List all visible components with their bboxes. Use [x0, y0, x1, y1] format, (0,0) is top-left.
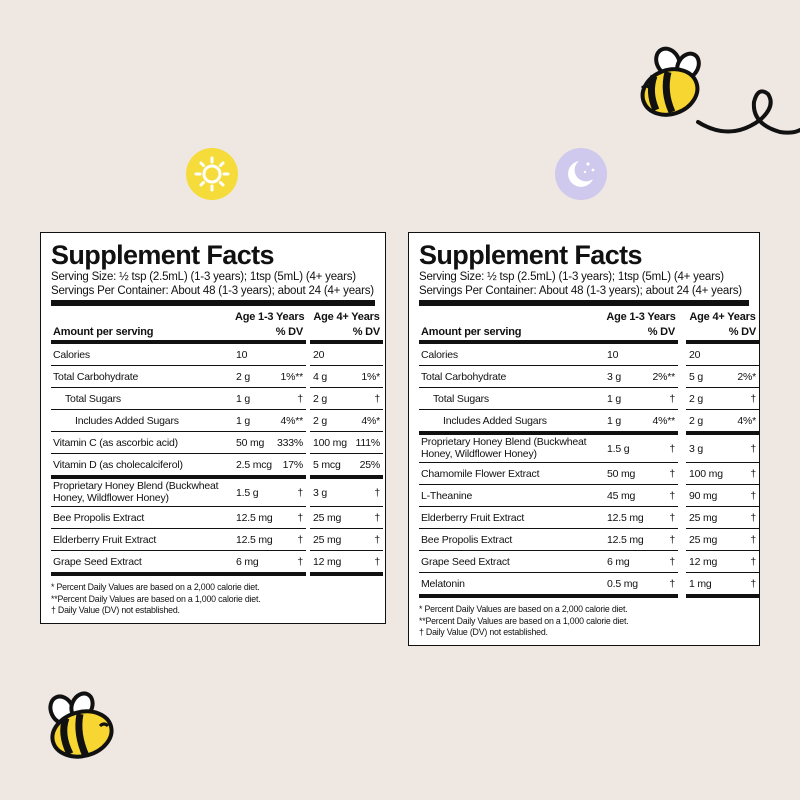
dv-4-plus: † — [350, 477, 383, 507]
value-4-plus: 12 mg — [686, 551, 728, 573]
sun-badge — [186, 148, 238, 200]
value-4-plus: 2 g — [310, 388, 350, 410]
value-4-plus: 3 g — [686, 433, 728, 463]
value-4-plus: 90 mg — [686, 485, 728, 507]
row-label: Elderberry Fruit Extract — [419, 507, 604, 529]
row-label: Chamomile Flower Extract — [419, 463, 604, 485]
dv-4-plus: † — [350, 388, 383, 410]
value-4-plus: 3 g — [310, 477, 350, 507]
value-1-3: 1 g — [233, 388, 273, 410]
dv-1-3: 4%** — [273, 410, 306, 432]
age-1-3-header: Age 1-3 Years — [606, 311, 676, 323]
value-1-3: 50 mg — [233, 432, 273, 454]
dv-1-3: † — [646, 463, 678, 485]
row-label: Melatonin — [419, 573, 604, 597]
dv-header: % DV — [604, 324, 678, 342]
facts-table — [51, 306, 383, 576]
dv-header: % DV — [233, 324, 306, 342]
dv-4-plus — [350, 342, 383, 366]
row-label: Grape Seed Extract — [51, 551, 233, 575]
dv-1-3: † — [273, 507, 306, 529]
servings-per-container: Servings Per Container: About 48 (1-3 years); about 24 (4+ years) — [51, 285, 374, 297]
row-label: Total Sugars — [51, 388, 233, 410]
value-1-3: 1.5 g — [604, 433, 646, 463]
value-4-plus: 25 mg — [310, 507, 350, 529]
dv-1-3: † — [273, 529, 306, 551]
value-1-3: 2 g — [233, 366, 273, 388]
dv-4-plus: 2%* — [728, 366, 759, 388]
dv-4-plus: † — [728, 551, 759, 573]
dv-1-3: 2%** — [646, 366, 678, 388]
value-4-plus: 4 g — [310, 366, 350, 388]
moon-icon — [555, 148, 607, 200]
dv-1-3: † — [646, 507, 678, 529]
value-1-3: 10 — [233, 342, 273, 366]
row-label: Vitamin C (as ascorbic acid) — [51, 432, 233, 454]
value-1-3: 3 g — [604, 366, 646, 388]
value-1-3: 1 g — [604, 410, 646, 434]
row-label: Total Sugars — [419, 388, 604, 410]
dv-4-plus: 111% — [350, 432, 383, 454]
age-1-3-header: Age 1-3 Years — [235, 311, 305, 323]
value-1-3: 10 — [604, 342, 646, 366]
row-label: Calories — [51, 342, 233, 366]
footnote: **Percent Daily Values are based on a 1,000 calorie diet. — [51, 593, 261, 604]
dv-1-3: † — [646, 529, 678, 551]
footnotes — [419, 598, 749, 645]
value-1-3: 1.5 g — [233, 477, 273, 507]
row-label: Grape Seed Extract — [419, 551, 604, 573]
dv-4-plus: † — [728, 485, 759, 507]
value-1-3: 1 g — [604, 388, 646, 410]
dv-4-plus: † — [728, 463, 759, 485]
dv-1-3: † — [273, 388, 306, 410]
dv-1-3: 1%** — [273, 366, 306, 388]
row-label: Bee Propolis Extract — [419, 529, 604, 551]
servings-per-container: Servings Per Container: About 48 (1-3 years); about 24 (4+ years) — [419, 285, 742, 297]
footnote: † Daily Value (DV) not established. — [51, 605, 180, 615]
dv-header: % DV — [310, 324, 383, 342]
value-1-3: 50 mg — [604, 463, 646, 485]
dv-1-3: 4%** — [646, 410, 678, 434]
dv-4-plus: 1%* — [350, 366, 383, 388]
panel-title: Supplement Facts — [51, 240, 274, 270]
serving-size: Serving Size: ½ tsp (2.5mL) (1-3 years); 1tsp (5mL) (4+ years) — [419, 271, 724, 283]
value-1-3: 2.5 mcg — [233, 454, 273, 478]
dv-1-3: 333% — [273, 432, 306, 454]
value-1-3: 45 mg — [604, 485, 646, 507]
footnote: **Percent Daily Values are based on a 1,000 calorie diet. — [419, 615, 629, 626]
dv-header: % DV — [686, 324, 759, 342]
moon-badge — [555, 148, 607, 200]
value-4-plus: 1 mg — [686, 573, 728, 597]
footnotes — [51, 576, 375, 623]
dv-4-plus: 4%* — [728, 410, 759, 434]
bee-icon — [40, 688, 120, 768]
serving-size: Serving Size: ½ tsp (2.5mL) (1-3 years); 1tsp (5mL) (4+ years) — [51, 271, 356, 283]
row-label: Total Carbohydrate — [419, 366, 604, 388]
row-label: Proprietary Honey Blend (Buckwheat Honey, Wildflower Honey) — [51, 477, 233, 507]
value-1-3: 12.5 mg — [604, 507, 646, 529]
dv-4-plus: 25% — [350, 454, 383, 478]
supplement-facts-day — [40, 232, 386, 624]
dv-1-3: † — [646, 551, 678, 573]
footnote: * Percent Daily Values are based on a 2,000 calorie diet. — [419, 604, 628, 614]
value-1-3: 12.5 mg — [233, 529, 273, 551]
value-1-3: 0.5 mg — [604, 573, 646, 597]
dv-1-3: † — [646, 433, 678, 463]
value-4-plus: 5 g — [686, 366, 728, 388]
dv-4-plus: † — [350, 551, 383, 575]
supplement-facts-night — [408, 232, 760, 646]
value-1-3: 6 mg — [233, 551, 273, 575]
dv-4-plus — [728, 342, 759, 366]
dv-1-3: 17% — [273, 454, 306, 478]
footnote: * Percent Daily Values are based on a 2,000 calorie diet. — [51, 582, 260, 592]
amount-per-serving: Amount per serving — [419, 324, 604, 342]
dv-1-3: † — [646, 388, 678, 410]
value-1-3: 12.5 mg — [233, 507, 273, 529]
dv-1-3 — [273, 342, 306, 366]
value-4-plus: 20 — [686, 342, 728, 366]
dv-4-plus: † — [350, 529, 383, 551]
dv-1-3: † — [273, 477, 306, 507]
value-4-plus: 5 mcg — [310, 454, 350, 478]
dv-4-plus: † — [728, 433, 759, 463]
row-label: Elderberry Fruit Extract — [51, 529, 233, 551]
value-4-plus: 25 mg — [310, 529, 350, 551]
row-label: Includes Added Sugars — [51, 410, 233, 432]
value-4-plus: 25 mg — [686, 529, 728, 551]
age-4-plus-header: Age 4+ Years — [689, 311, 756, 323]
value-4-plus: 100 mg — [686, 463, 728, 485]
dv-4-plus: † — [350, 507, 383, 529]
age-4-plus-header: Age 4+ Years — [313, 311, 380, 323]
facts-table — [419, 306, 759, 598]
footnote: † Daily Value (DV) not established. — [419, 627, 548, 637]
dv-4-plus: † — [728, 388, 759, 410]
value-4-plus: 25 mg — [686, 507, 728, 529]
row-label: Includes Added Sugars — [419, 410, 604, 434]
value-4-plus: 2 g — [686, 410, 728, 434]
row-label: L-Theanine — [419, 485, 604, 507]
value-4-plus: 2 g — [310, 410, 350, 432]
amount-per-serving: Amount per serving — [51, 324, 233, 342]
dv-1-3 — [646, 342, 678, 366]
dv-4-plus: † — [728, 573, 759, 597]
value-4-plus: 12 mg — [310, 551, 350, 575]
row-label: Vitamin D (as cholecalciferol) — [51, 454, 233, 478]
dv-4-plus: 4%* — [350, 410, 383, 432]
value-4-plus: 2 g — [686, 388, 728, 410]
value-1-3: 6 mg — [604, 551, 646, 573]
sun-icon — [186, 148, 238, 200]
dv-1-3: † — [273, 551, 306, 575]
value-4-plus: 20 — [310, 342, 350, 366]
row-label: Proprietary Honey Blend (Buckwheat Honey, Wildflower Honey) — [419, 433, 604, 463]
value-1-3: 12.5 mg — [604, 529, 646, 551]
value-1-3: 1 g — [233, 410, 273, 432]
dv-1-3: † — [646, 485, 678, 507]
row-label: Calories — [419, 342, 604, 366]
row-label: Total Carbohydrate — [51, 366, 233, 388]
dv-1-3: † — [646, 573, 678, 597]
row-label: Bee Propolis Extract — [51, 507, 233, 529]
value-4-plus: 100 mg — [310, 432, 350, 454]
swirl-icon — [690, 80, 800, 150]
dv-4-plus: † — [728, 529, 759, 551]
panel-title: Supplement Facts — [419, 240, 642, 270]
dv-4-plus: † — [728, 507, 759, 529]
